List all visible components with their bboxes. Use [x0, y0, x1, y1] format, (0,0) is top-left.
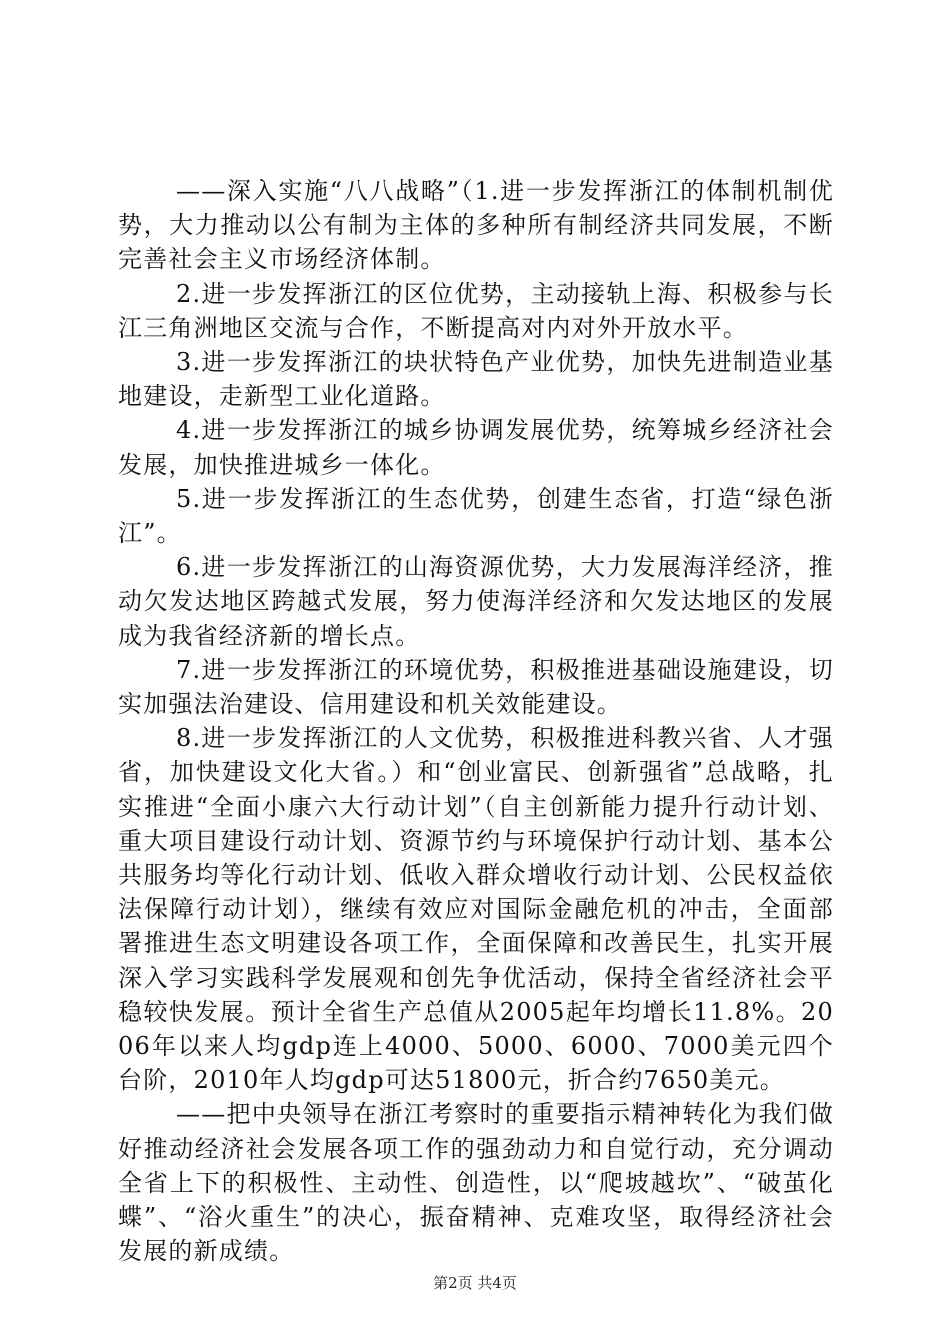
paragraph-strategy-intro: ——深入实施“八八战略”（1.进一步发挥浙江的体制机制优势，大力推动以公有制为主体的多种所有制经济共同发展，不断完善社会主义市场经济体制。 — [118, 177, 834, 274]
paragraph-item-8: 8.进一步发挥浙江的人文优势，积极推进科教兴省、人才强省，加快建设文化大省。）和“创业富民、创新强省”总战略，扎实推进“全面小康六大行动计划”（自主创新能力提升行动计划、重大项目建设行动计划、资源节约与环境保护行动计划、基本公共服务均等化行动计划、低收入群众增收行动计划、公民权益依法保障行动计划），继续有效应对国际金融危机的冲击，全面部署推进生态文明建设各项工作，全面保障和改善民生，扎实开展深入学习实践科学发展观和创先争优活动，保持全省经济社会平稳较快发展。预计全省生产总值从2005起年均增长11.8%。2006年以来人均gdp连上4000、5000、6000、7000美元四个台阶，2010年人均gdp可达51800元，折合约7650美元。 — [118, 724, 834, 1095]
paragraph-item-7: 7.进一步发挥浙江的环境优势，积极推进基础设施建设，切实加强法治建设、信用建设和机关效能建设。 — [118, 655, 834, 719]
paragraph-item-2: 2.进一步发挥浙江的区位优势，主动接轨上海、积极参与长江三角洲地区交流与合作，不断提高对内对外开放水平。 — [118, 279, 834, 342]
paragraph-item-3: 3.进一步发挥浙江的块状特色产业优势，加快先进制造业基地建设，走新型工业化道路。 — [118, 348, 834, 411]
page-footer: 第2页 共4页 — [433, 1274, 517, 1292]
paragraph-item-4: 4.进一步发挥浙江的城乡协调发展优势，统筹城乡经济社会发展，加快推进城乡一体化。 — [118, 416, 834, 479]
paragraph-item-6: 6.进一步发挥浙江的山海资源优势，大力发展海洋经济，推动欠发达地区跨越式发展，努力使海洋经济和欠发达地区的发展成为我省经济新的增长点。 — [118, 553, 834, 650]
document-body — [118, 174, 834, 1269]
paragraph-closing: ——把中央领导在浙江考察时的重要指示精神转化为我们做好推动经济社会发展各项工作的强劲动力和自觉行动，充分调动全省上下的积极性、主动性、创造性，以“爬坡越坎”、“破茧化蝶”、“浴火重生”的决心，振奋精神、克难攻坚，取得经济社会发展的新成绩。 — [118, 1100, 834, 1266]
paragraph-item-5: 5.进一步发挥浙江的生态优势，创建生态省，打造“绿色浙江”。 — [118, 484, 834, 548]
